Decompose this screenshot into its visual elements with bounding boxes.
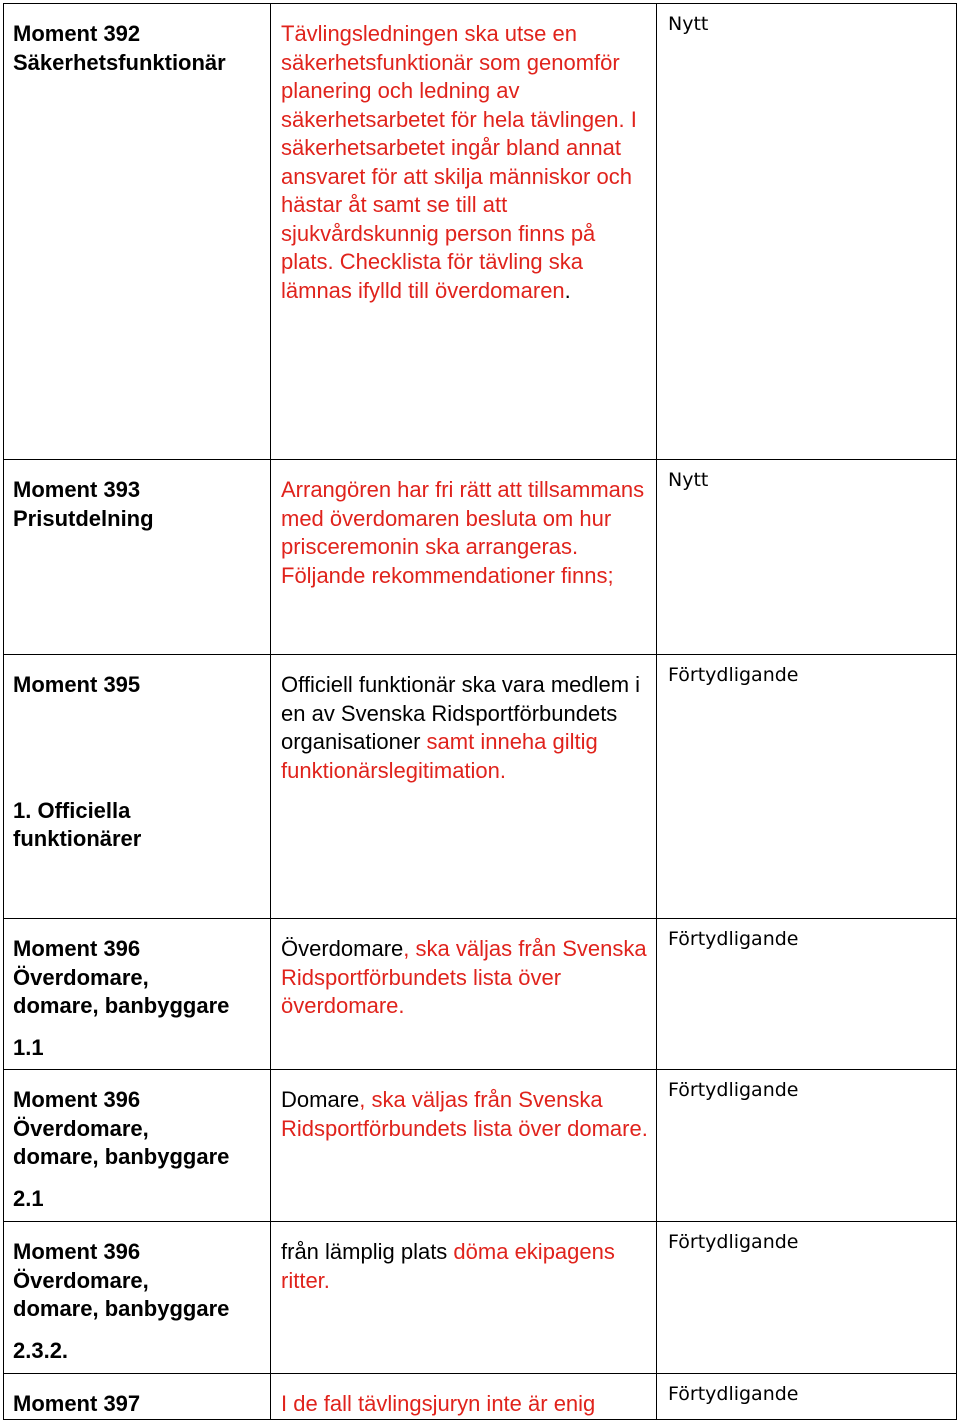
rule-text-cell	[271, 1222, 657, 1374]
table-row	[4, 4, 957, 460]
rule-text: Officiell funktionär ska vara medlem i en av Svenska Ridsportförbundets organisationer samt inneha giltig funktionärslegitimation.	[281, 672, 641, 783]
moment-title: Moment 396	[13, 1087, 141, 1112]
moment-subject: domare, banbyggare	[13, 1296, 230, 1321]
status-cell	[657, 460, 957, 655]
rule-text-cell	[271, 460, 657, 655]
status-label: Förtydligande	[668, 664, 799, 686]
rule-text-cell	[271, 919, 657, 1070]
rule-text-cell	[271, 4, 657, 460]
status-label: Förtydligande	[668, 1231, 799, 1253]
status-cell	[657, 1374, 957, 1420]
moment-title: Moment 396	[13, 1239, 141, 1264]
moment-cell	[4, 919, 271, 1070]
status-cell	[657, 655, 957, 919]
moment-cell	[4, 1374, 271, 1420]
table-row	[4, 919, 957, 1070]
moment-subject: Säkerhetsfunktionär	[13, 49, 226, 75]
moment-subject: Överdomare,	[13, 1267, 149, 1293]
moment-section: 2.3.2.	[13, 1337, 69, 1363]
rule-text-cell	[271, 1374, 657, 1420]
table-row	[4, 1070, 957, 1222]
rule-text: Tävlingsledningen ska utse en säkerhetsfunktionär som genomför planering och ledning av säkerhetsarbetet för hela tävlingen. I säkerhetsarbetet ingår bland annat ansvaret för att skilja människor och hästar åt samt se till att sjukvårdskunnig person finns på plats. Checklista för tävling ska lämnas ifylld till överdomaren.	[281, 21, 637, 303]
status-cell	[657, 919, 957, 1070]
moment-subject: domare, banbyggare	[13, 993, 230, 1018]
moment-subject: Överdomare,	[13, 1115, 149, 1141]
status-cell	[657, 4, 957, 460]
rule-text: I de fall tävlingsjuryn inte är enig	[281, 1391, 596, 1416]
status-label: Nytt	[668, 13, 709, 35]
rule-text-cell	[271, 655, 657, 919]
status-cell	[657, 1070, 957, 1222]
moment-section: funktionärer	[13, 826, 142, 851]
moment-section: 2.1	[13, 1185, 44, 1211]
status-label: Nytt	[668, 469, 709, 491]
moment-cell	[4, 1070, 271, 1222]
status-label: Förtydligande	[668, 1079, 799, 1101]
moment-title: Moment 395	[13, 672, 141, 697]
table-row	[4, 460, 957, 655]
table-row	[4, 1222, 957, 1374]
moment-subject: Prisutdelning	[13, 505, 154, 531]
rule-text: Arrangören har fri rätt att tillsammans med överdomaren besluta om hur prisceremonin ska arrangeras. Följande rekommendationer finns;	[281, 477, 645, 588]
moment-title: Moment 393	[13, 477, 141, 502]
rules-table	[3, 3, 957, 1420]
moment-section: 1. Officiella	[13, 797, 131, 823]
status-label: Förtydligande	[668, 928, 799, 950]
moment-cell	[4, 655, 271, 919]
rule-text: Domare, ska väljas från Svenska Ridsportförbundets lista över domare.	[281, 1087, 648, 1141]
rule-text: Överdomare, ska väljas från Svenska Ridsportförbundets lista över överdomare.	[281, 936, 647, 1018]
moment-title: Moment 392	[13, 21, 141, 46]
table-row	[4, 1374, 957, 1420]
rule-text: från lämplig plats döma ekipagens ritter.	[281, 1239, 615, 1293]
status-label: Förtydligande	[668, 1383, 799, 1405]
moment-subject: Överdomare,	[13, 964, 149, 990]
moment-title: Moment 397	[13, 1391, 141, 1416]
moment-cell	[4, 4, 271, 460]
table-row	[4, 655, 957, 919]
moment-subject: domare, banbyggare	[13, 1144, 230, 1169]
moment-cell	[4, 460, 271, 655]
moment-section: 1.1	[13, 1034, 44, 1060]
rule-text-cell	[271, 1070, 657, 1222]
moment-title: Moment 396	[13, 936, 141, 961]
moment-cell	[4, 1222, 271, 1374]
status-cell	[657, 1222, 957, 1374]
